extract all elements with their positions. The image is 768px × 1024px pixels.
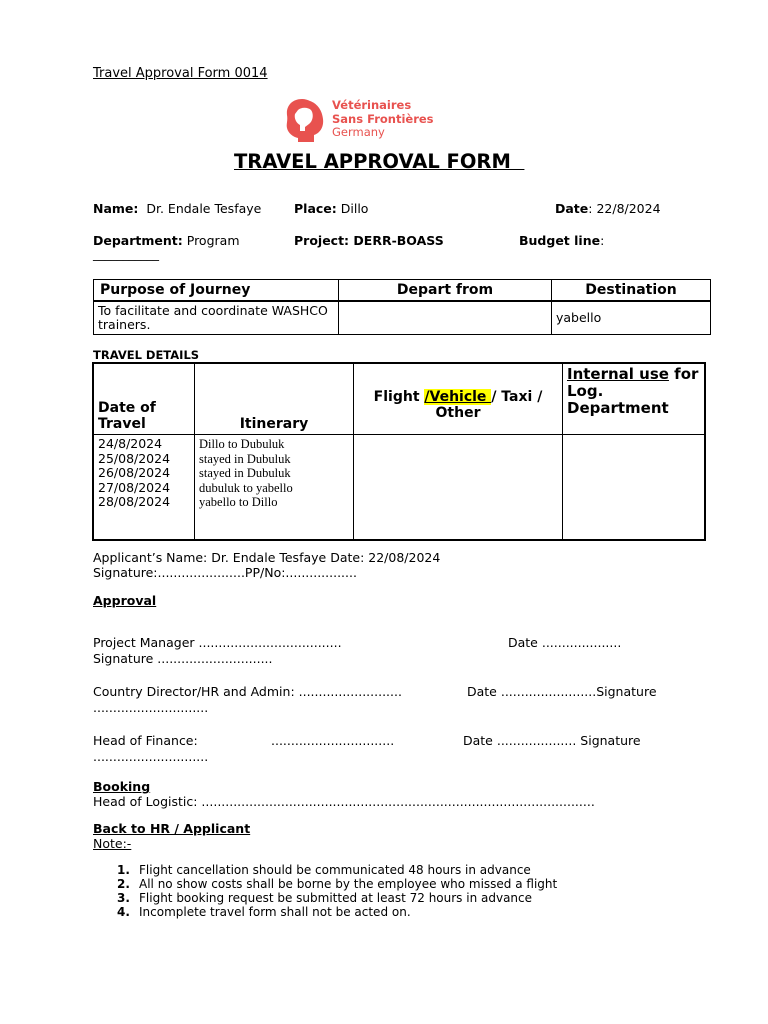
budget-blank-line: ___________ — [93, 247, 159, 261]
country-director-signature: ............................. — [93, 700, 209, 715]
page-title: TRAVEL APPROVAL FORM — [234, 150, 525, 173]
note-text: All no show costs shall be borne by the employee who missed a flight — [139, 877, 558, 891]
vsf-logo — [284, 97, 444, 145]
note-text: Incomplete travel form shall not be acted on. — [139, 905, 411, 919]
list-item — [117, 877, 557, 891]
booking-heading: Booking — [93, 779, 151, 794]
list-item: 26/08/2024 — [98, 465, 171, 480]
internal-use-cell — [563, 435, 706, 541]
note-label: Note:- — [93, 836, 132, 851]
list-item: yabello to Dillo — [199, 495, 278, 509]
list-item — [117, 905, 557, 919]
destination-header: Destination — [552, 280, 711, 302]
name-field — [93, 201, 261, 216]
travel-details-table — [92, 362, 706, 541]
list-item: Dillo to Dubuluk — [199, 437, 285, 451]
name-value: Dr. Endale Tesfaye — [146, 201, 262, 216]
budget-colon: : — [600, 233, 605, 248]
logo-line-3: Germany — [332, 125, 385, 139]
date-field — [555, 201, 661, 216]
note-number: 2. — [117, 877, 130, 891]
note-number: 4. — [117, 905, 130, 919]
date-label: Date — [555, 201, 589, 216]
internal-use-header — [563, 363, 706, 435]
head-of-logistic-line: Head of Logistic: ................................................................................................... — [93, 794, 595, 809]
destination-cell: yabello — [552, 301, 711, 335]
transport-cell — [354, 435, 563, 541]
place-label: Place: — [294, 201, 337, 216]
vsf-logo-icon — [284, 97, 328, 143]
table-row — [94, 301, 711, 335]
project-field: Project: DERR-BOASS — [294, 233, 444, 248]
journey-table — [93, 279, 711, 335]
logo-line-1: Vétérinaires — [332, 98, 412, 112]
date-of-travel-header: Date of Travel — [93, 363, 195, 435]
journey-table-header — [94, 280, 711, 302]
country-director-line: Country Director/HR and Admin: .......................... — [93, 684, 402, 699]
list-item — [117, 863, 557, 877]
transport-header-c: / Taxi / Other — [435, 389, 543, 421]
date-value: : 22/8/2024 — [588, 201, 661, 216]
depart-cell — [339, 301, 552, 335]
department-value: Program — [186, 233, 240, 248]
transport-header-vehicle: /Vehicle — [424, 389, 492, 405]
note-number: 3. — [117, 891, 130, 905]
note-text: Flight cancellation should be communicated 48 hours in advance — [139, 863, 531, 877]
list-item: dubuluk to yabello — [199, 480, 293, 495]
internal-use-rest: for Log. Department — [567, 365, 699, 417]
project-manager-date: Date .................... — [508, 635, 622, 650]
head-of-finance-dots: ............................... — [271, 733, 395, 748]
travel-details-label: TRAVEL DETAILS — [93, 348, 200, 362]
back-to-hr-heading: Back to HR / Applicant — [93, 821, 251, 836]
project-manager-signature: Signature ............................. — [93, 651, 273, 666]
list-item: 25/08/2024 — [98, 450, 171, 466]
travel-details-header — [93, 363, 705, 435]
note-number: 1. — [117, 863, 130, 877]
itinerary-header: Itinerary — [195, 363, 354, 435]
purpose-cell: To facilitate and coordinate WASHCO trainers. — [94, 301, 339, 335]
name-label: Name: — [93, 201, 139, 216]
place-value: Dillo — [340, 201, 369, 216]
approval-heading: Approval — [93, 593, 157, 608]
head-of-finance-date: Date .................... Signature — [463, 733, 641, 748]
table-row — [93, 435, 705, 541]
list-item — [117, 891, 557, 905]
applicant-signature-line: Signature:......................PP/No:.................. — [93, 565, 357, 580]
note-text: Flight booking request be submitted at least 72 hours in advance — [139, 891, 533, 905]
list-item: 28/08/2024 — [98, 494, 171, 509]
form-reference: Travel Approval Form 0014 — [93, 66, 268, 81]
country-director-date: Date ........................Signature — [467, 684, 657, 699]
head-of-finance-label: Head of Finance: — [93, 733, 198, 748]
list-item: stayed in Dubuluk — [199, 451, 291, 466]
notes-list — [93, 863, 557, 919]
head-of-finance-signature: ............................. — [93, 749, 209, 764]
transport-header — [354, 363, 563, 435]
depart-header: Depart from — [339, 280, 552, 302]
list-item: stayed in Dubuluk — [199, 466, 291, 480]
applicant-line: Applicant’s Name: Dr. Endale Tesfaye Date: 22/08/2024 — [93, 550, 441, 565]
department-label: Department: — [93, 233, 183, 248]
purpose-header: Purpose of Journey — [94, 280, 339, 302]
internal-use-label: Internal use — [567, 365, 669, 383]
place-field — [294, 201, 368, 216]
itinerary-cell — [195, 435, 354, 541]
dates-cell — [93, 435, 195, 541]
list-item: 24/8/2024 — [98, 436, 163, 451]
logo-line-2: Sans Frontières — [332, 111, 434, 126]
budget-label: Budget line — [519, 233, 601, 248]
transport-header-a: Flight — [373, 389, 425, 405]
budget-field — [519, 233, 604, 248]
department-field — [93, 233, 240, 248]
list-item: 27/08/2024 — [98, 479, 171, 495]
project-manager-line: Project Manager .................................... — [93, 635, 342, 650]
